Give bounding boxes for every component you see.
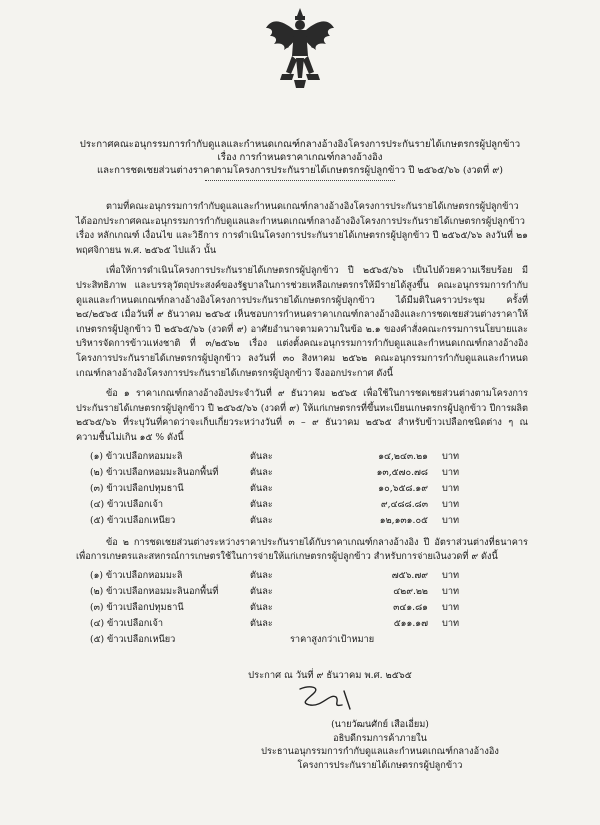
header-line-3: และการชดเชยส่วนต่างราคาตามโครงการประกันรายได้เกษตรกรผู้ปลูกข้าว ปี ๒๕๖๕/๖๖ (งวดที่ ๙) [96, 165, 504, 176]
unit-label: ตันละ [250, 467, 273, 479]
rice-type: (๓) ข้าวเปลือกปทุมธานี [90, 602, 184, 614]
rice-type: (๔) ข้าวเปลือกเจ้า [90, 618, 164, 630]
signer-title-2: ประธานอนุกรรมการกำกับดูแลและกำหนดเกณฑ์กลางอ้างอิง [261, 746, 499, 757]
table-row [90, 617, 482, 633]
signer-block [260, 718, 500, 772]
rice-type: (๑) ข้าวเปลือกหอมมะลิ [90, 451, 183, 463]
rice-type: (๔) ข้าวเปลือกเจ้า [90, 499, 164, 511]
table-row [90, 601, 482, 617]
header-divider [205, 180, 395, 181]
table-row [90, 514, 482, 530]
currency-label: บาท [442, 499, 460, 511]
rice-type: (๒) ข้าวเปลือกหอมมะลินอกพื้นที่ [90, 586, 219, 598]
table-row [90, 569, 482, 585]
price-note: ราคาสูงกว่าเป้าหมาย [290, 634, 375, 646]
unit-label: ตันละ [250, 618, 273, 630]
paragraph-preamble: ตามที่คณะอนุกรรมการกำกับดูแลและกำหนดเกณฑ์กลางอ้างอิงโครงการประกันรายได้เกษตรกรผู้ปลูกข้าว ได้ออกประกาศคณะอนุกรรมการกำกับดูแลและกำหนดเกณฑ์กลางอ้างอิงโครงการประกันรายได้เกษตรกรผู้ปลูกข้าว เรื่อง หลักเกณฑ์ เงื่อนไข และวิธีการ การดำเนินโครงการประกันรายได้เกษตรกรผู้ปลูกข้าว ปี ๒๕๖๕/๖๖ ลงวันที่ ๒๑ พฤศจิกายน พ.ศ. ๒๕๖๕ ไปแล้ว นั้น [76, 201, 528, 256]
header-line-1: ประกาศคณะอนุกรรมการกำกับดูแลและกำหนดเกณฑ์กลางอ้างอิงโครงการประกันรายได้เกษตรกรผู้ปลูกข้าว [79, 139, 521, 150]
unit-label: ตันละ [250, 515, 273, 527]
rice-type: (๒) ข้าวเปลือกหอมมะลินอกพื้นที่ [90, 467, 219, 479]
currency-label: บาท [442, 451, 460, 463]
table-row [90, 585, 482, 601]
price-amount: ๑๔,๒๔๓.๒๑ [378, 451, 428, 463]
price-amount: ๙,๔๘๘.๘๓ [380, 499, 428, 511]
currency-label: บาท [442, 586, 460, 598]
table-row [90, 498, 482, 514]
garuda-emblem-icon [264, 6, 336, 90]
currency-label: บาท [442, 483, 460, 495]
clause-2: ข้อ ๒ การชดเชยส่วนต่างระหว่างราคาประกันรายได้กับราคาเกณฑ์กลางอ้างอิง ปี อัตราส่วนต่างที่ธนาคารเพื่อการเกษตรและสหกรณ์การเกษตรใช้ในการจ่ายให้แก่เกษตรกรผู้ปลูกข้าว สำหรับการจ่ายเงินงวดที่ ๙ ดังนี้ [76, 536, 528, 563]
currency-label: บาท [442, 515, 460, 527]
announcement-date: ประกาศ ณ วันที่ ๙ ธันวาคม พ.ศ. ๒๕๖๕ [248, 670, 412, 681]
unit-label: ตันละ [250, 483, 273, 495]
currency-label: บาท [442, 570, 460, 582]
unit-label: ตันละ [250, 602, 273, 614]
signature-icon [270, 683, 380, 713]
table-row [90, 466, 482, 482]
compensation-table [90, 569, 482, 649]
clause-1: ข้อ ๑ ราคาเกณฑ์กลางอ้างอิงประจำวันที่ ๙ ธันวาคม ๒๕๖๕ เพื่อใช้ในการชดเชยส่วนต่างตามโครงการประกันรายได้เกษตรกรผู้ปลูกข้าว ปี ๒๕๖๕/๖๖ (งวดที่ ๙) ให้แก่เกษตรกรที่ขึ้นทะเบียนเกษตรกรผู้ปลูกข้าว ปีการผลิต ๒๕๖๕/๖๖ ที่ระบุวันที่คาดว่าจะเก็บเกี่ยวระหว่างวันที่ ๓ – ๙ ธันวาคม ๒๕๖๕ สำหรับข้าวเปลือกชนิดต่าง ๆ ณ ความชื้นไม่เกิน ๑๕ % ดังนี้ [76, 388, 528, 443]
paragraph-resolution: เพื่อให้การดำเนินโครงการประกันรายได้เกษตรกรผู้ปลูกข้าว ปี ๒๕๖๕/๖๖ เป็นไปด้วยความเรียบร้อย มีประสิทธิภาพ และบรรลุวัตถุประสงค์ของรัฐบาลในการช่วยเหลือเกษตรกรให้มีรายได้สูงขึ้น คณะอนุกรรมการกำกับดูแลและกำหนดเกณฑ์กลางอ้างอิงโครงการประกันรายได้เกษตรกรผู้ปลูกข้าว ได้มีมติในคราวประชุม ครั้งที่ ๒๔/๒๕๖๕ เมื่อวันที่ ๙ ธันวาคม ๒๕๖๕ เห็นชอบการกำหนดราคาเกณฑ์กลางอ้างอิงและการชดเชยส่วนต่างราคาให้เกษตรกรผู้ปลูกข้าว ปี ๒๕๖๕/๖๖ (งวดที่ ๙) อาศัยอำนาจตามความในข้อ ๒.๑ ของคำสั่งคณะกรรมการนโยบายและบริหารจัดการข้าวแห่งชาติ ที่ ๓/๒๕๖๒ เรื่อง แต่งตั้งคณะอนุกรรมการกำกับดูแลและกำหนดเกณฑ์กลางอ้างอิงโครงการประกันรายได้เกษตรกรผู้ปลูกข้าว ลงวันที่ ๓๐ สิงหาคม ๒๕๖๒ คณะอนุกรรมการกำกับดูแลและกำหนดเกณฑ์กลางอ้างอิงโครงการประกันรายได้เกษตรกรผู้ปลูกข้าว จึงออกประกาศ ดังนี้ [76, 265, 528, 379]
header-line-2: เรื่อง การกำหนดราคาเกณฑ์กลางอ้างอิง [217, 152, 383, 163]
document-body [76, 200, 528, 655]
rice-type: (๑) ข้าวเปลือกหอมมะลิ [90, 570, 183, 582]
unit-label: ตันละ [250, 451, 273, 463]
rice-type: (๓) ข้าวเปลือกปทุมธานี [90, 483, 184, 495]
rice-type: (๕) ข้าวเปลือกเหนียว [90, 634, 176, 646]
unit-label: ตันละ [250, 586, 273, 598]
reference-price-table [90, 450, 482, 530]
compensation-amount: ๓๔๑.๘๑ [393, 602, 428, 614]
compensation-amount: ๗๕๖.๗๙ [391, 570, 428, 582]
price-amount: ๑๐,๖๕๘.๑๙ [378, 483, 428, 495]
compensation-amount: ๔๒๙.๒๒ [393, 586, 428, 598]
currency-label: บาท [442, 618, 460, 630]
unit-label: ตันละ [250, 499, 273, 511]
signer-title-3: โครงการประกันรายได้เกษตรกรผู้ปลูกข้าว [297, 759, 463, 771]
currency-label: บาท [442, 602, 460, 614]
compensation-amount: ๕๑๑.๑๗ [393, 618, 428, 630]
currency-label: บาท [442, 467, 460, 479]
price-amount: ๑๒,๑๓๑.๐๕ [379, 515, 428, 527]
unit-label: ตันละ [250, 570, 273, 582]
price-amount: ๑๓,๕๗๐.๗๘ [376, 467, 428, 479]
rice-type: (๕) ข้าวเปลือกเหนียว [90, 515, 176, 527]
table-row [90, 482, 482, 498]
table-row [90, 633, 482, 649]
signer-name: (นายวัฒนศักย์ เสือเอี่ยม) [331, 719, 429, 730]
signer-title-1: อธิบดีกรมการค้าภายใน [333, 732, 427, 744]
announcement-header [60, 138, 540, 181]
table-row [90, 450, 482, 466]
